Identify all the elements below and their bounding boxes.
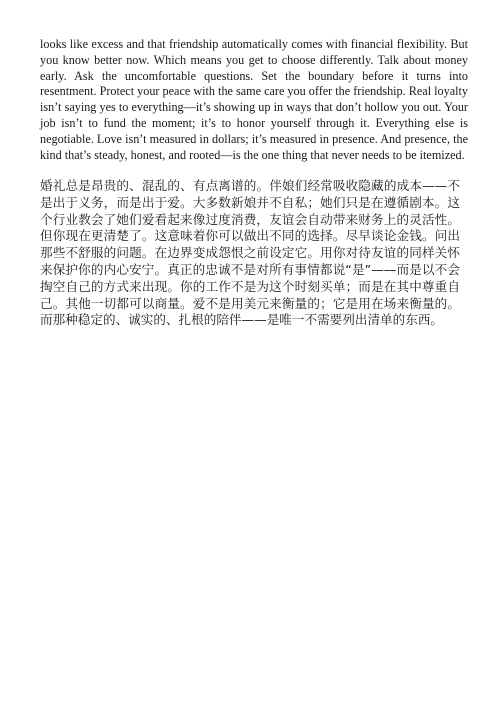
chinese-paragraph: 婚礼总是昂贵的、混乱的、有点离谱的。伴娘们经常吸收隐藏的成本——不是出于义务，而是出于爱。大多数新娘并不自私；她们只是在遵循剧本。这个行业教会了她们爱看起来像过度消费，友谊会自动带来财务上的灵活性。但你现在更清楚了。这意味着你可以做出不同的选择。尽早谈论金钱。问出那些不舒服的问题。在边界变成怨恨之前设定它。用你对待友谊的同样关怀来保护你的内心安宁。真正的忠诚不是对所有事情都说“是”——而是以不会掏空自己的方式来出现。你的工作不是为这个时刻买单；而是在其中尊重自己。其他一切都可以商量。爱不是用美元来衡量的；它是用在场来衡量的。而那种稳定的、诚实的、扎根的陪伴——是唯一不需要列出清单的东西。 <box>40 178 460 328</box>
english-paragraph: looks like excess and that friendship automatically comes with financial flexibility. But you know better now. Which means you get to choose differently. Talk about money early. Ask the uncomfortable questions. Set the boundary before it turns into resentment. Protect your peace with the same care you offer the friendship. Real loyalty isn’t saying yes to everything—it’s showing up in ways that don’t hollow you out. Your job isn’t to fund the moment; it’s to honor yourself through it. Everything else is negotiable. Love isn’t measured in dollars; it’s measured in presence. And presence, the kind that’s steady, honest, and rooted—is the one thing that never needs to be itemized. <box>40 37 468 162</box>
